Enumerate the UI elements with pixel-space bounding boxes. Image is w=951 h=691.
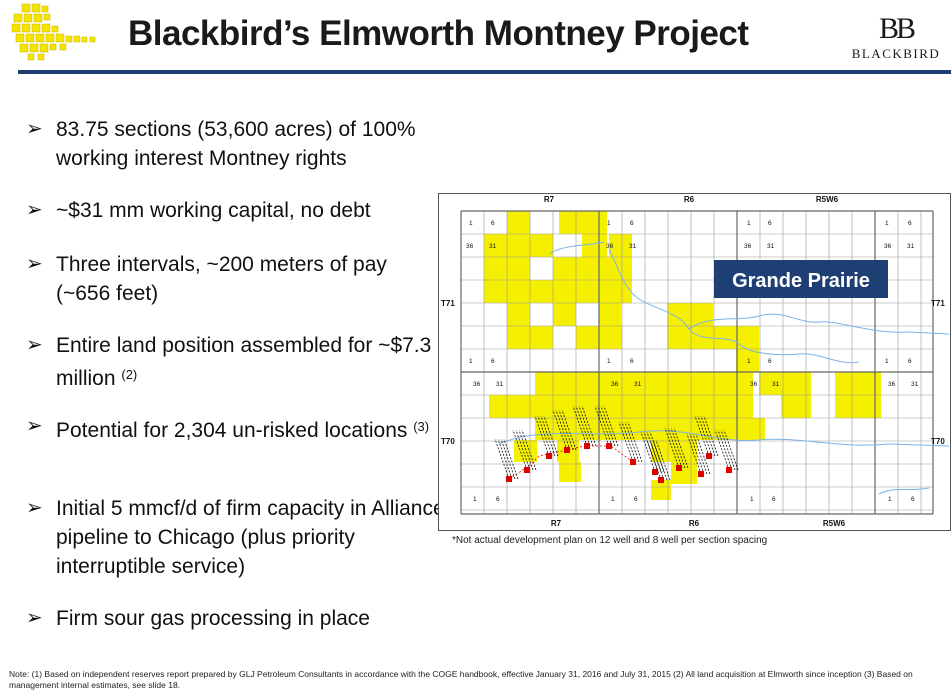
section-number: 6 [491,220,495,227]
section-number: 36 [750,381,758,388]
arrow-bullet-icon: ➢ [26,334,43,356]
range-label: R6 [683,195,695,204]
range-label: R5W6 [822,519,846,528]
section-number: 1 [888,496,892,503]
arrow-bullet-icon: ➢ [26,118,43,140]
well-pad [676,465,682,471]
section-number: 6 [630,220,634,227]
section-number: 1 [750,496,754,503]
section-number: 6 [630,358,634,365]
section-number: 1 [611,496,615,503]
land-parcel [489,395,753,418]
land-parcel [507,234,530,257]
well-pad [726,467,732,473]
section-number: 31 [911,381,919,388]
section-number: 6 [634,496,638,503]
section-number: 36 [466,243,474,250]
land-parcel [507,303,530,326]
township-label: T71 [931,299,945,308]
land-parcel [667,303,713,326]
section-number: 36 [884,243,892,250]
well-lateral [498,439,512,479]
section-number: 36 [888,381,896,388]
arrow-bullet-icon: ➢ [26,415,43,437]
map-caption: *Not actual development plan on 12 well and 8 well per section spacing [452,535,768,546]
arrow-bullet-icon: ➢ [26,607,43,629]
bullet-text: Firm sour gas processing in place [56,607,370,630]
bullet-text: 83.75 sections (53,600 acres) of 100% working interest Montney rights [56,118,416,170]
range-label: R7 [543,195,555,204]
footnote-ref: (3) [413,419,430,434]
section-number: 1 [473,496,477,503]
section-number: 6 [768,220,772,227]
footnote-ref: (2) [121,367,138,382]
footnote: Note: (1) Based on independent reserves report prepared by GLJ Petroleum Consultants in accordance with the COGE handbook, effective January 31, 2016 and July 31, 2015 (2) All land acquisition at Elmworth since inception (3) Based on management internal estimates, see slide 18. [9,669,913,690]
land-parcel [559,462,581,482]
section-number: 1 [469,220,473,227]
section-number: 36 [744,243,752,250]
land-parcel [553,303,576,326]
land-parcel [559,211,582,234]
land-parcel [530,280,553,303]
section-number: 36 [611,381,619,388]
well-pad [698,471,704,477]
land-parcel [507,211,530,234]
bullet-text: Three intervals, ~200 meters of pay (~656 feet) [56,253,387,305]
land-parcel [713,326,759,349]
section-number: 1 [607,358,611,365]
page-title: Blackbird’s Elmworth Montney Project [128,14,749,53]
section-number: 31 [772,381,780,388]
land-parcel [553,280,632,303]
bullet-text: ~$31 mm working capital, no debt [56,199,371,222]
section-number: 31 [496,381,504,388]
bullet-text: Potential for 2,304 un-risked locations [56,419,408,442]
well-pad [524,467,530,473]
land-parcel [671,462,697,484]
arrow-bullet-icon: ➢ [26,199,43,221]
logo-name: BLACKBIRD [851,46,941,61]
land-parcel [535,372,753,395]
land-parcel [582,234,607,257]
well-pad [706,453,712,459]
city-label-box [714,260,888,298]
section-number: 1 [885,220,889,227]
arrow-bullet-icon: ➢ [26,253,43,275]
city-label: Grande Prairie [732,270,870,292]
arrow-bullet-icon: ➢ [26,497,43,519]
section-number: 1 [469,358,473,365]
land-parcel [507,326,530,349]
bullet-text: Initial 5 mmcf/d of firm capacity in Alliance pipeline to Chicago (plus priority interruptible service) [56,497,445,578]
well-pad [658,477,664,483]
land-parcel [599,303,621,326]
section-number: 1 [885,358,889,365]
company-logo [846,14,946,62]
township-label: T70 [441,437,455,446]
section-number: 31 [767,243,775,250]
well-pad [630,459,636,465]
township-label: T70 [931,437,945,446]
section-number: 6 [908,220,912,227]
land-parcel [530,326,553,349]
land-position-map [438,193,951,531]
section-number: 31 [489,243,497,250]
section-number: 6 [911,496,915,503]
section-number: 31 [907,243,915,250]
section-number: 6 [772,496,776,503]
land-parcel [535,418,765,440]
township-label: T71 [441,299,455,308]
logo-monogram: BB [878,12,914,45]
section-number: 1 [747,358,751,365]
land-parcel [582,211,607,234]
land-parcel [553,257,582,280]
section-number: 36 [473,381,481,388]
section-number: 1 [747,220,751,227]
bullet-text: Entire land position assembled for ~$7.3 million [56,334,432,390]
section-number: 31 [634,381,642,388]
section-number: 6 [908,358,912,365]
section-number: 6 [491,358,495,365]
land-parcels [484,211,881,500]
range-label: R6 [688,519,700,528]
range-label: R5W6 [815,195,839,204]
section-number: 6 [496,496,500,503]
section-number: 36 [606,243,614,250]
title-divider [18,70,951,74]
section-number: 6 [768,358,772,365]
range-label: R7 [550,519,562,528]
section-number: 31 [629,243,637,250]
corner-mosaic-graphic [8,2,108,68]
section-number: 1 [607,220,611,227]
land-parcel [582,257,632,280]
well-lateral [501,439,515,479]
